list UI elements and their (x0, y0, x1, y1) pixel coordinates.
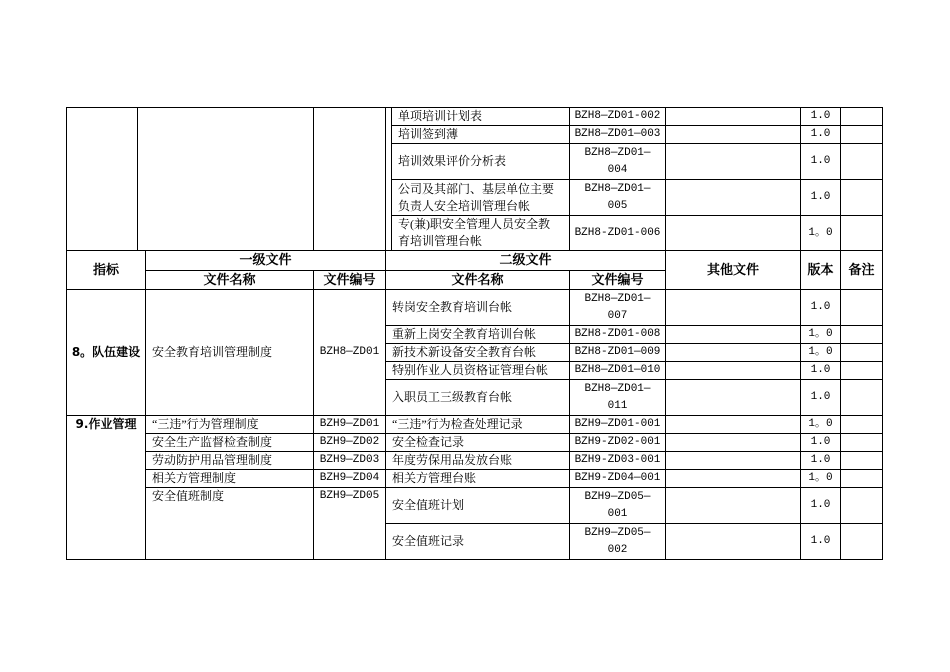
record-code-text: BZH9—ZD05—001 (584, 490, 651, 520)
other-file-cell (666, 416, 801, 434)
remark-cell (841, 470, 883, 488)
doc-name-cell-empty (138, 108, 314, 251)
other-file-header: 其他文件 (666, 251, 801, 290)
indicator-cell: 8。队伍建设 (67, 290, 146, 416)
record-code-cell (570, 290, 666, 326)
record-code-cell: BZH8—ZD01—010 (570, 362, 666, 380)
other-file-cell (666, 326, 801, 344)
doc-code-cell: BZH9—ZD01 (314, 416, 386, 434)
remark-cell (841, 144, 883, 180)
version-cell: 1.0 (801, 524, 841, 560)
remark-header: 备注 (841, 251, 883, 290)
table-row (67, 108, 883, 126)
remark-cell (841, 126, 883, 144)
level1-file-header: 一级文件 (146, 251, 386, 271)
level2-file-header: 二级文件 (386, 251, 666, 271)
record-code-cell (570, 380, 666, 416)
record-code-cell: BZH8—ZD01—003 (570, 126, 666, 144)
other-file-cell (666, 362, 801, 380)
version-cell: 1.0 (801, 180, 841, 216)
version-cell: 1.0 (801, 488, 841, 524)
other-file-cell (666, 380, 801, 416)
version-cell: 1.0 (801, 434, 841, 452)
record-code-text: BZH8—ZD01—007 (584, 292, 651, 322)
version-cell: 1.0 (801, 362, 841, 380)
doc-code-cell: BZH9—ZD02 (314, 434, 386, 452)
record-name-cell: 安全值班记录 (386, 524, 570, 560)
other-file-cell (666, 290, 801, 326)
other-file-cell (666, 144, 801, 180)
version-cell: 1。0 (801, 326, 841, 344)
record-name-cell: 入职员工三级教育台帐 (386, 380, 570, 416)
other-file-cell (666, 470, 801, 488)
doc-name-cell: 安全生产监督检查制度 (146, 434, 314, 452)
record-name-cell: 公司及其部门、基层单位主要负责人安全培训管理台帐 (392, 180, 570, 216)
version-cell: 1.0 (801, 108, 841, 126)
indicator-header: 指标 (67, 251, 146, 290)
doc-code-cell-empty (314, 108, 386, 251)
record-code-cell: BZH8-ZD01—009 (570, 344, 666, 362)
record-code-text: BZH8—ZD01—011 (584, 382, 651, 412)
doc-code-cell: BZH9—ZD05 (314, 488, 386, 560)
record-name-cell: 培训效果评价分析表 (392, 144, 570, 180)
remark-cell (841, 326, 883, 344)
record-name-cell: 年度劳保用品发放台账 (386, 452, 570, 470)
remark-cell (841, 290, 883, 326)
record-name-cell: 单项培训计划表 (392, 108, 570, 126)
other-file-cell (666, 180, 801, 216)
record-name-cell: 专(兼)职安全管理人员安全教育培训管理台帐 (392, 216, 570, 251)
table-row (67, 416, 883, 434)
level2-file-code-header: 文件编号 (570, 271, 666, 290)
level2-file-name-header: 文件名称 (386, 271, 570, 290)
remark-cell (841, 488, 883, 524)
other-file-cell (666, 216, 801, 251)
indicator-cell-empty (67, 108, 138, 251)
record-name-cell: 特别作业人员资格证管理台帐 (386, 362, 570, 380)
doc-code-cell: BZH9—ZD04 (314, 470, 386, 488)
version-cell: 1.0 (801, 452, 841, 470)
doc-code-cell: BZH9—ZD03 (314, 452, 386, 470)
other-file-cell (666, 524, 801, 560)
record-name-cell: 安全值班计划 (386, 488, 570, 524)
version-cell: 1.0 (801, 380, 841, 416)
record-name-cell: 转岗安全教育培训台帐 (386, 290, 570, 326)
remark-cell (841, 344, 883, 362)
record-code-cell: BZH9-ZD04—001 (570, 470, 666, 488)
other-file-cell (666, 344, 801, 362)
table-row (67, 434, 883, 452)
record-code-cell (570, 488, 666, 524)
remark-cell (841, 434, 883, 452)
record-name-cell: 新技术新设备安全教育台帐 (386, 344, 570, 362)
version-cell: 1。0 (801, 416, 841, 434)
record-name-cell: 重新上岗安全教育培训台帐 (386, 326, 570, 344)
version-header: 版本 (801, 251, 841, 290)
table-row (67, 470, 883, 488)
version-cell: 1。0 (801, 216, 841, 251)
doc-code-cell: BZH8—ZD01 (314, 290, 386, 416)
other-file-cell (666, 488, 801, 524)
record-code-text: BZH8—ZD01—004 (584, 146, 651, 176)
doc-name-cell: 劳动防护用品管理制度 (146, 452, 314, 470)
other-file-cell (666, 434, 801, 452)
remark-cell (841, 380, 883, 416)
remark-cell (841, 416, 883, 434)
version-cell: 1.0 (801, 144, 841, 180)
table-row (67, 488, 883, 524)
doc-name-cell: 安全值班制度 (146, 488, 314, 560)
remark-cell (841, 362, 883, 380)
table-row (67, 452, 883, 470)
header-row (67, 251, 883, 271)
remark-cell (841, 108, 883, 126)
remark-cell (841, 216, 883, 251)
level1-file-code-header: 文件编号 (314, 271, 386, 290)
record-code-cell: BZH9-ZD03-001 (570, 452, 666, 470)
version-cell: 1。0 (801, 470, 841, 488)
record-code-text: BZH8—ZD01—005 (584, 182, 651, 212)
version-cell: 1.0 (801, 290, 841, 326)
record-code-cell (570, 144, 666, 180)
doc-name-cell: 安全教育培训管理制度 (146, 290, 314, 416)
record-code-text: BZH9—ZD05—002 (584, 526, 651, 556)
record-code-cell: BZH8-ZD01-006 (570, 216, 666, 251)
remark-cell (841, 524, 883, 560)
record-code-cell (570, 524, 666, 560)
other-file-cell (666, 108, 801, 126)
document-index-table (66, 107, 883, 560)
record-code-cell: BZH8-ZD01-008 (570, 326, 666, 344)
record-code-cell: BZH9-ZD02-001 (570, 434, 666, 452)
record-name-cell: “三违”行为检查处理记录 (386, 416, 570, 434)
record-name-cell: 培训签到薄 (392, 126, 570, 144)
table-row (67, 290, 883, 326)
record-code-cell: BZH9—ZD01-001 (570, 416, 666, 434)
indicator-cell: 9.作业管理 (67, 416, 146, 560)
record-code-cell (570, 180, 666, 216)
record-code-cell: BZH8—ZD01-002 (570, 108, 666, 126)
version-cell: 1.0 (801, 126, 841, 144)
doc-name-cell: 相关方管理制度 (146, 470, 314, 488)
version-cell: 1。0 (801, 344, 841, 362)
other-file-cell (666, 452, 801, 470)
other-file-cell (666, 126, 801, 144)
remark-cell (841, 180, 883, 216)
record-name-cell: 相关方管理台账 (386, 470, 570, 488)
remark-cell (841, 452, 883, 470)
level1-file-name-header: 文件名称 (146, 271, 314, 290)
record-name-cell: 安全检查记录 (386, 434, 570, 452)
doc-name-cell: “三违”行为管理制度 (146, 416, 314, 434)
